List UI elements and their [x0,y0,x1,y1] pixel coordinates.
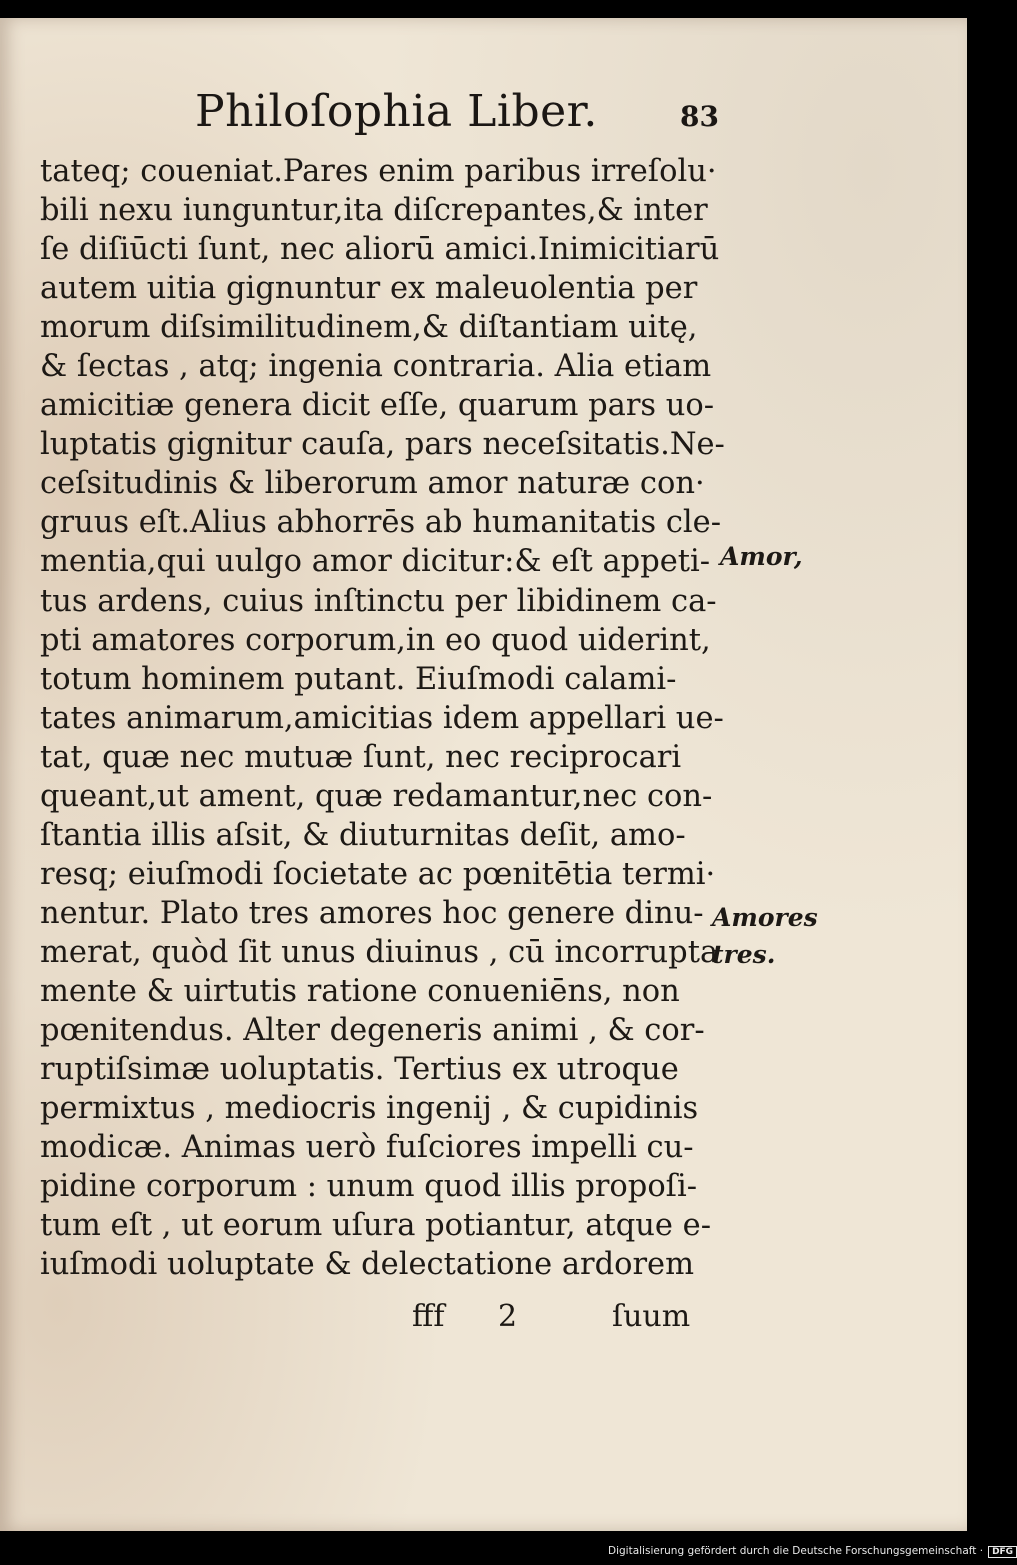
text-line: permixtus , mediocris ingenij , & cupidinis [40,1091,699,1127]
text-line: tus ardens, cuius inſtinctu per libidinem ca- [40,583,717,619]
text-line: ſe diſiūcti ſunt, nec aliorū amici.Inimicitiarū [40,232,720,268]
text-line: pœnitendus. Alter degeneris animi , & cor- [40,1013,705,1049]
text-line: gruus eſt.Alius abhorrēs ab humanitatis cle- [40,505,722,541]
marginal-note-amores: Amores [712,903,818,932]
text-line: tum eſt , ut eorum uſura potiantur, atque e- [40,1208,712,1244]
folio-number: 83 [680,100,719,133]
text-line: tateq; coueniat.Pares enim paribus irreſolu· [40,154,717,189]
text-line: nentur. Plato tres amores hoc genere dinu- [40,895,704,931]
text-line: bili nexu iunguntur,ita diſcrepantes,& inter [40,193,708,229]
signature-number: 2 [498,1299,518,1334]
text-line: tat, quæ nec mutuæ ſunt, nec reciprocari [40,739,682,775]
text-line: & ſectas , atq; ingenia contraria. Alia etiam [40,349,712,385]
text-line: resq; eiuſmodi ſocietate ac pœnitētia termi· [40,856,716,892]
text-line: mente & uirtutis ratione conueniēns, non [40,973,680,1009]
credit-text: Digitalisierung gefördert durch die Deutsche Forschungsgemeinschaft · [608,1545,984,1557]
signature-mark: fff [412,1299,445,1334]
text-line: morum diſsimilitudinem,& diſtantiam uitę, [40,310,698,346]
text-line: merat, quòd ſit unus diuinus , cū incorrupta [40,934,719,970]
text-line: ceſsitudinis & liberorum amor naturæ con· [40,466,705,502]
text-line: totum hominem putant. Eiuſmodi calami- [40,661,677,697]
book-page [0,18,967,1531]
text-line: pidine corporum : unum quod illis propoſi- [40,1169,698,1205]
text-line: mentia,qui uulgo amor dicitur:& eſt appeti- [40,544,711,580]
running-head-title: Philoſophia Liber. [195,86,598,137]
text-line: modicæ. Animas uerò fuſciores impelli cu- [40,1130,694,1166]
text-line: iuſmodi uoluptate & delectatione ardorem [40,1247,695,1283]
text-line: amicitiæ genera dicit eſſe, quarum pars uo- [40,388,715,424]
text-line: luptatis gignitur cauſa, pars neceſsitatis.Ne- [40,427,725,463]
marginal-note-amor: Amor, [720,542,803,571]
text-line: queant,ut ament, quæ redamantur,nec con- [40,778,713,814]
text-line: pti amatores corporum,in eo quod uiderint, [40,622,711,658]
catchword: ſuum [612,1299,691,1334]
marginal-note-tres: tres. [712,940,776,969]
digitization-credit [608,1545,1017,1558]
body-text [40,152,725,1284]
text-line: tates animarum,amicitias idem appellari ue- [40,700,724,736]
text-line: ſtantia illis aſsit, & diuturnitas deſit, amo- [40,817,686,853]
text-line: autem uitia gignuntur ex maleuolentia per [40,271,698,307]
dfg-logo: DFG [988,1546,1017,1558]
text-line: ruptiſsimæ uoluptatis. Tertius ex utroque [40,1052,679,1088]
